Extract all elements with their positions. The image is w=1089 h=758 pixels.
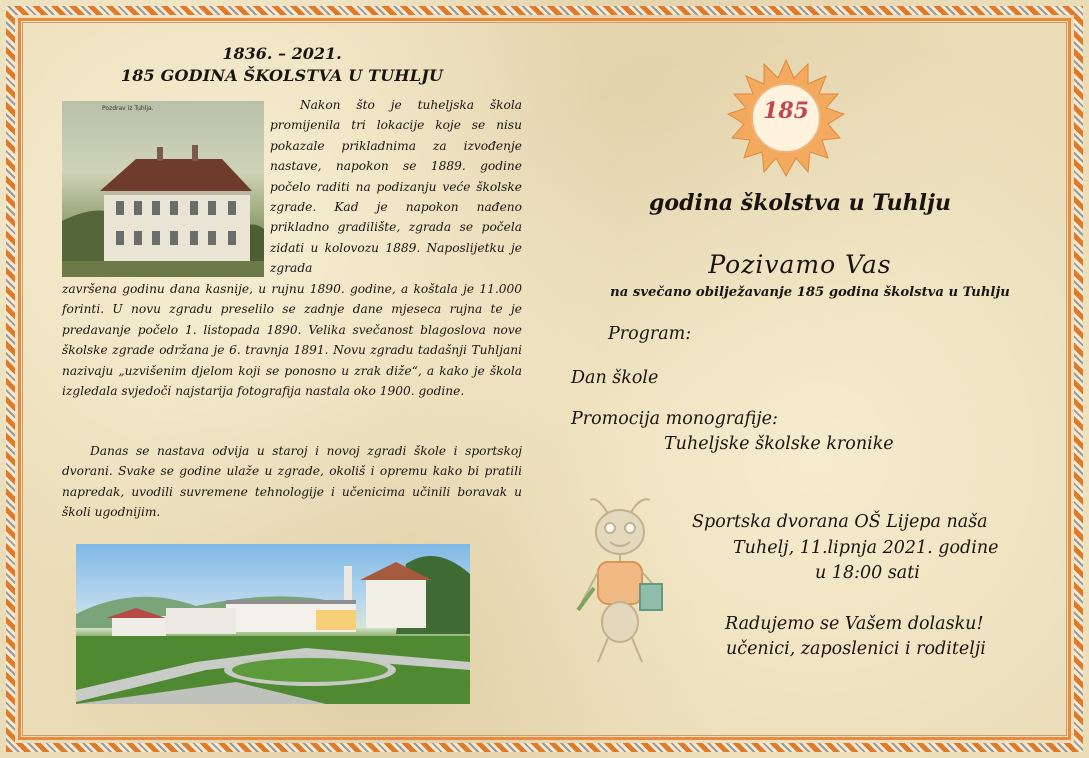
monograph-title: Tuheljske školske kronike (664, 434, 894, 454)
years-heading: 1836. – 2021. (222, 44, 342, 63)
closing-line: Radujemo se Vašem dolasku! (725, 614, 984, 634)
anniversary-heading: 185 GODINA ŠKOLSTVA U TUHLJU (120, 66, 444, 85)
program-item-monograph: Promocija monografije: (571, 409, 778, 429)
present-day-paragraph: Danas se nastava odvija u staroj i novoj zgradi škole i sportskoj dvorani. Svake se godine ulaže u zgrade, okoliš i opremu kako bi pratili napredak, uvodili suvremene tehnologije i učenicima učinili boravak u školi ugodnijim. (62, 444, 522, 520)
program-item-school-day: Dan škole (571, 368, 659, 388)
program-label: Program: (608, 324, 692, 344)
history-paragraph-part1: Nakon što je tuheljska škola promijenila tri lokacije koje se nisu pokazale prikladnima za izvođenje nastave, napokon se 1889. godine počelo raditi na podizanju veće školske zgrade. Kad je napokon nađeno prikladno gradilište, zgrada se počela zidati u kolovozu 1889. Naposlijetku je zgrada (270, 98, 522, 276)
badge-number: 185 (763, 98, 809, 124)
invitation-subheading: na svečano obilježavanje 185 godina školstva u Tuhlju (610, 285, 1010, 300)
old-school-photo (62, 101, 264, 277)
event-date: Tuhelj, 11.lipnja 2021. godine (733, 538, 999, 558)
ant-mascot-icon (568, 492, 674, 664)
old-school-building-illustration (62, 101, 264, 277)
signature: učenici, zaposlenici i roditelji (726, 639, 986, 659)
history-paragraph-part2: završena godinu dana kasnije, u rujnu 1890. godine, a koštala je 11.000 forinti. U novu zgradu preselilo se zadnje dane mjeseca rujna te je predavanje počelo 1. listopada 1890. Velika svečanost blagoslova nove školske zgrade održana je 6. travnja 1891. Novu zgradu tadašnji Tuhljani nazivaju „uzvišenim djelom koji se ponosno u zrak diže“, a kako je škola izgledala svjedoči najstarija fotografija nastala oko 1900. godine. (62, 282, 522, 399)
invitation-heading: Pozivamo Vas (708, 250, 892, 279)
venue: Sportska dvorana OŠ Lijepa naša (692, 512, 988, 532)
modern-school-illustration (76, 544, 470, 704)
event-time: u 18:00 sati (815, 563, 920, 583)
tagline: godina školstva u Tuhlju (649, 190, 951, 216)
new-school-photo (76, 544, 470, 704)
old-photo-caption: Pozdrav iz Tuhlja. (102, 105, 154, 112)
